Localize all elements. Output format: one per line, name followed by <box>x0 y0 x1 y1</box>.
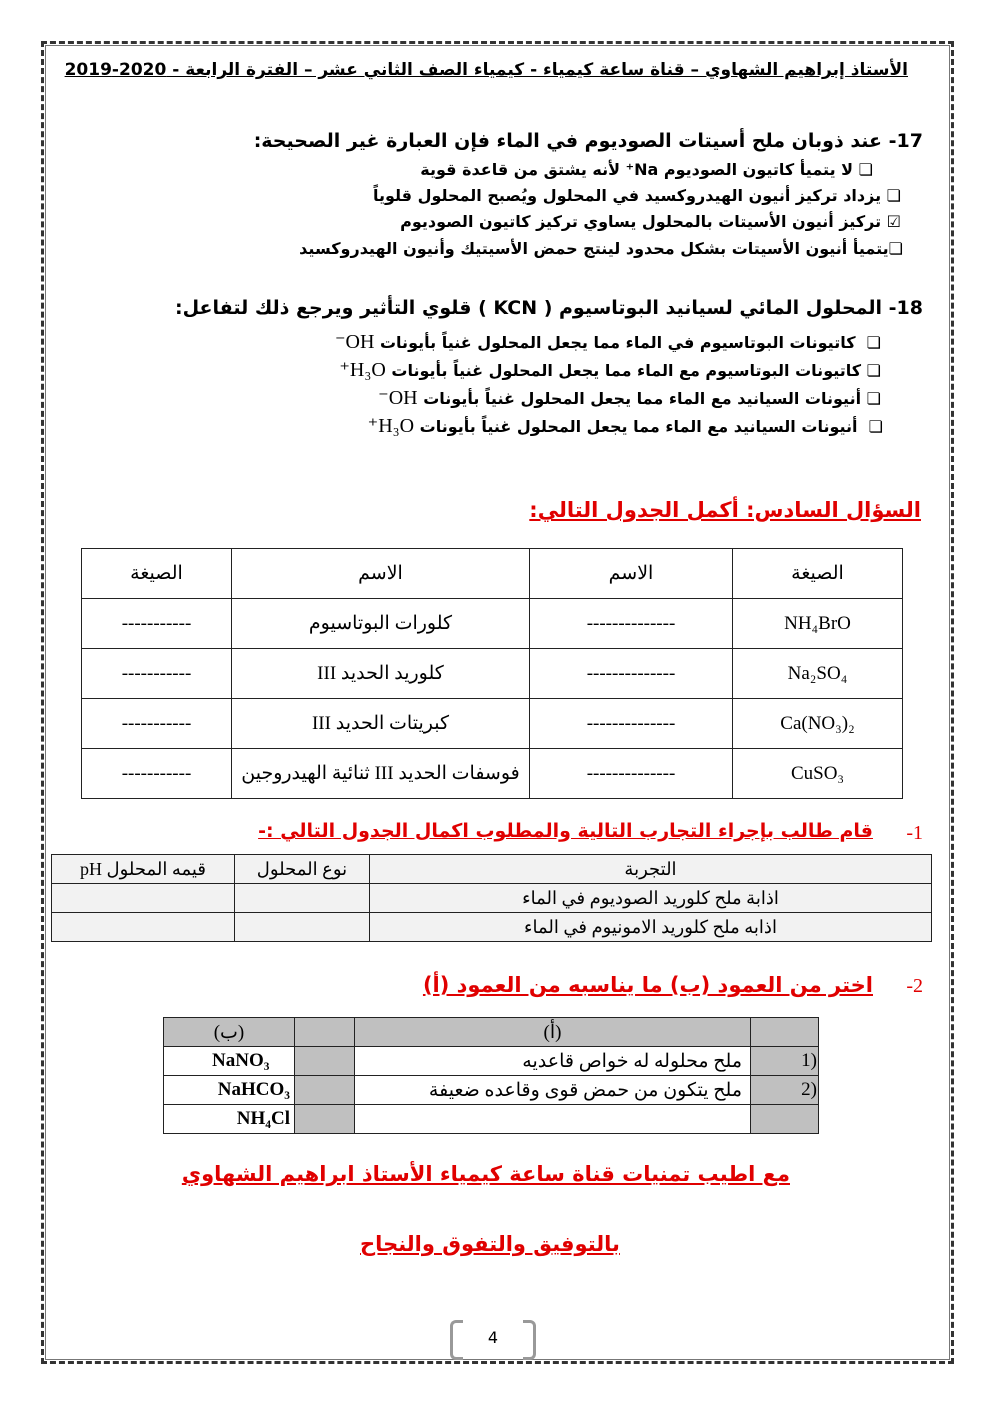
option-text: لا يتميأ كاتيون الصوديوم Na⁺ لأنه يشتق من قاعدة قوية <box>420 160 854 179</box>
q18-option-2[interactable] <box>339 357 881 382</box>
formula-cell: NaHCO₃ <box>164 1076 295 1105</box>
page-number-text: 4 <box>487 1328 499 1347</box>
blank-cell[interactable] <box>235 913 370 942</box>
header-cell: الصيغة <box>733 549 903 599</box>
complete-table <box>81 548 903 799</box>
checkbox-icon[interactable]: ❏ <box>888 239 903 258</box>
header-cell: الاسم <box>530 549 733 599</box>
table-header-row <box>164 1018 819 1047</box>
table-row <box>82 749 903 799</box>
table-row <box>82 599 903 649</box>
description-cell <box>355 1105 751 1134</box>
description-cell: ملح يتكون من حمض قوى وقاعده ضعيفة <box>355 1076 751 1105</box>
name-cell: كبريتات الحديد III <box>232 699 530 749</box>
table-header-row <box>82 549 903 599</box>
q17-option-2[interactable] <box>373 186 901 205</box>
q18-option-4[interactable] <box>368 413 883 438</box>
header-cell: الصيغة <box>82 549 232 599</box>
checkbox-icon[interactable]: ❏ <box>858 160 873 179</box>
q18-option-1[interactable] <box>335 329 881 354</box>
matching-table <box>163 1017 819 1134</box>
number-cell: (2 <box>751 1076 819 1105</box>
blank-cell[interactable]: ----------- <box>82 599 232 649</box>
name-cell: فوسفات الحديد III ثنائية الهيدروجين <box>232 749 530 799</box>
formula-cell: Na₂SO₄ <box>733 649 903 699</box>
answer-cell[interactable] <box>295 1047 355 1076</box>
blank-cell[interactable]: -------------- <box>530 749 733 799</box>
blank-cell[interactable] <box>235 884 370 913</box>
checkbox-icon[interactable]: ❏ <box>868 417 883 436</box>
table-row <box>52 913 932 942</box>
right-bracket-icon <box>523 1320 536 1360</box>
table-row <box>52 884 932 913</box>
table-header-row <box>52 855 932 884</box>
blank-cell[interactable]: -------------- <box>530 699 733 749</box>
option-text: يزداد تركيز أنيون الهيدروكسيد في المحلول ويُصبح المحلول قلوياً <box>372 186 882 205</box>
q17-option-3[interactable] <box>400 212 901 231</box>
q18-option-3[interactable] <box>378 385 881 410</box>
blank-cell[interactable] <box>52 913 235 942</box>
page-header: الأستاذ إبراهيم الشهاوي – قناة ساعة كيمياء - كيمياء الصف الثاني عشر – الفترة الرابعة - 2020-2019 <box>64 60 908 80</box>
table-row <box>164 1047 819 1076</box>
question-17-title: 17- عند ذوبان ملح أسيتات الصوديوم في الماء فإن العبارة غير الصحيحة: <box>253 130 923 152</box>
experiment-cell: اذابه ملح كلوريد الامونيوم في الماء <box>370 913 932 942</box>
table-row <box>164 1105 819 1134</box>
header-cell: (ب) <box>164 1018 295 1047</box>
blank-cell[interactable] <box>52 884 235 913</box>
blank-cell[interactable]: -------------- <box>530 599 733 649</box>
question-6-title: السؤال السادس: أكمل الجدول التالي: <box>529 498 921 522</box>
formula-cell: NH₄Cl <box>164 1105 295 1134</box>
header-cell <box>295 1018 355 1047</box>
formula-cell: Ca(NO₃)₂ <box>733 699 903 749</box>
q17-option-4[interactable] <box>299 239 903 258</box>
table-row <box>82 649 903 699</box>
footer-wishes: مع اطيب تمنيات قناة ساعة كيمياء الأستاذ ابراهيم الشهاوي <box>181 1162 790 1186</box>
formula-cell: CuSO₃ <box>733 749 903 799</box>
table-row <box>82 699 903 749</box>
blank-cell[interactable]: ----------- <box>82 749 232 799</box>
ion-formula: OH⁻ <box>334 331 375 353</box>
option-text: كاتيونات البوتاسيوم مع الماء مما يجعل المحلول غنياً بأيونات <box>391 361 862 380</box>
table-row <box>164 1076 819 1105</box>
name-cell: كلورات البوتاسيوم <box>232 599 530 649</box>
name-cell: كلوريد الحديد III <box>232 649 530 699</box>
option-text: أنيونات السيانيد مع الماء مما يجعل المحلول غنياً بأيونات <box>423 389 862 408</box>
checkbox-icon[interactable]: ❏ <box>866 333 881 352</box>
header-cell <box>751 1018 819 1047</box>
blank-cell[interactable]: -------------- <box>530 649 733 699</box>
header-cell: التجربة <box>370 855 932 884</box>
ion-formula: H₃O⁺ <box>367 415 415 437</box>
option-text: كاتيونات البوتاسيوم في الماء مما يجعل المحلول غنياً بأيونات <box>379 333 856 352</box>
header-cell: نوع المحلول <box>235 855 370 884</box>
checkbox-icon[interactable]: ❏ <box>886 186 901 205</box>
left-bracket-icon <box>450 1320 463 1360</box>
formula-cell: NH₄BrO <box>733 599 903 649</box>
ion-formula: OH⁻ <box>378 387 418 409</box>
footer-good-luck: بالتوفيق والتفوق والنجاح <box>360 1232 620 1256</box>
header-cell: (أ) <box>355 1018 751 1047</box>
page-number <box>450 1320 536 1356</box>
answer-cell[interactable] <box>295 1076 355 1105</box>
blank-cell[interactable]: ----------- <box>82 649 232 699</box>
blank-cell[interactable]: ----------- <box>82 699 232 749</box>
checkbox-icon[interactable]: ❏ <box>866 361 881 380</box>
option-text: تركيز أنيون الأسيتات بالمحلول يساوي تركيز كاتيون الصوديوم <box>400 212 882 231</box>
header-cell: قيمه المحلول pH <box>52 855 235 884</box>
option-text: أنيونات السيانيد مع الماء مما يجعل المحلول غنياً بأيونات <box>419 417 858 436</box>
experiments-table <box>51 854 932 942</box>
option-text: يتميأ أنيون الأسيتات بشكل محدود لينتج حمض الأسيتيك وأنيون الهيدروكسيد <box>299 239 889 258</box>
header-cell: الاسم <box>232 549 530 599</box>
checked-checkbox-icon[interactable]: ☑ <box>886 212 901 231</box>
description-cell: ملح محلوله له خواص قاعديه <box>355 1047 751 1076</box>
number-cell: (1 <box>751 1047 819 1076</box>
question-18-title: 18- المحلول المائي لسيانيد البوتاسيوم ( KCN ) قلوي التأثير ويرجع ذلك لتفاعل: <box>174 297 923 319</box>
section-2-number: -2 <box>906 975 923 997</box>
checkbox-icon[interactable]: ❏ <box>866 389 881 408</box>
answer-cell[interactable] <box>295 1105 355 1134</box>
formula-cell: NaNO₃ <box>164 1047 295 1076</box>
number-cell <box>751 1105 819 1134</box>
experiment-cell: اذابة ملح كلوريد الصوديوم في الماء <box>370 884 932 913</box>
ion-formula: H₃O⁺ <box>339 359 386 381</box>
section-2-title: اختر من العمود (ب) ما يناسبه من العمود (أ) <box>422 973 873 997</box>
q17-option-1[interactable] <box>420 160 873 179</box>
section-1-number: -1 <box>906 822 923 844</box>
section-1-title: قام طالب بإجراء التجارب التالية والمطلوب اكمال الجدول التالي :- <box>258 820 873 842</box>
